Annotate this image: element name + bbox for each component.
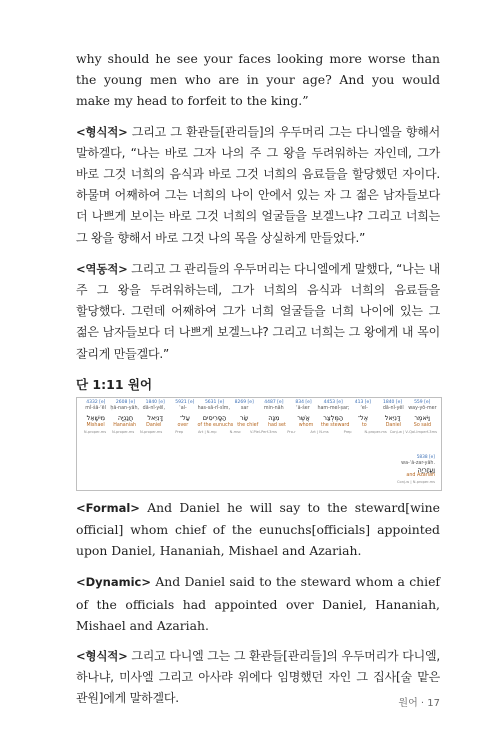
paragraph-formal-korean-1 (76, 122, 440, 249)
english-gloss: So said (413, 422, 432, 428)
label-dynamic-english: <Dynamic> (76, 575, 152, 590)
hebrew-word: חֲנַנְיָּה (117, 413, 134, 422)
hebrew-word: מִנָּה (268, 413, 280, 422)
label-dynamic-korean: <역동적> (76, 261, 128, 276)
strongs-number: 4332 [e] (86, 399, 106, 405)
parsing-code: Conj-w | N-proper-ms (397, 479, 435, 484)
parsing-code: Pro-r (287, 429, 296, 434)
transliteration: ʿal- (179, 405, 187, 411)
english-gloss: the steward (320, 422, 350, 428)
hebrew-word: מִישָׁאֵל (86, 413, 106, 422)
english-gloss: Hananiah (113, 422, 137, 428)
paragraph-formal-korean-2 (76, 646, 440, 710)
parsing-code: Art | N-mp (197, 429, 217, 434)
hebrew-word: הַסָּרִיסִים (202, 413, 227, 422)
english-gloss: Mishael (86, 422, 105, 428)
transliteration: min-nāh (263, 405, 284, 411)
transliteration: wa-ʿă-zar-yāh. (401, 460, 435, 466)
paragraph-dynamic-english (76, 571, 440, 636)
strongs-number: 5838 [e] (416, 454, 435, 460)
strongs-number: 1840 [e] (382, 399, 403, 405)
transliteration: mî-šā-ʼēl (85, 405, 106, 411)
english-gloss: had set (267, 422, 286, 428)
parsing-code: Art | N-ms (310, 429, 329, 434)
interlinear-last-word (397, 455, 435, 485)
strongs-number: 834 [e] (295, 399, 312, 405)
label-formal-english: <Formal> (76, 500, 140, 515)
text-formal-english: And Daniel he will say to the steward[wine official] whom chief of the eunuchs[officials] appointed upon Daniel, Hananiah, Mishael and Azariah. (76, 499, 440, 559)
interlinear-hebrew-row (81, 414, 437, 422)
hebrew-word: הַמֶּלְצַר (323, 413, 344, 422)
english-gloss: and Azariah (406, 472, 435, 478)
strongs-number: 2608 [e] (115, 399, 136, 405)
english-gloss: over (177, 422, 189, 428)
parsing-code: N-msc (229, 429, 242, 434)
english-gloss: whom (298, 422, 314, 428)
english-gloss: Daniel (385, 422, 401, 428)
interlinear-table-image (76, 397, 442, 491)
hebrew-word: אֲשֶׁר (297, 413, 310, 422)
english-gloss: Daniel (146, 422, 162, 428)
strongs-number: 4453 [e] (323, 399, 343, 405)
transliteration: ham-mel-ṣar; (317, 405, 350, 411)
strongs-number: 559 [e] (414, 399, 431, 405)
label-formal-korean: <형식적> (76, 124, 128, 139)
parsing-code: N-proper-ms (364, 429, 387, 434)
parsing-code: V-Piel-Perf-3ms (249, 429, 277, 434)
text-formal-korean-2: 그리고 다니엘 그는 그 환관들[관리들]의 우두머리가 다니엘, 하나냐, 미사엘 그리고 아사랴 위에다 임명했던 자인 그 집사[술 맡은 관원]에게 말하겔다. (76, 649, 440, 706)
interlinear-strongs-row (81, 400, 437, 405)
english-gloss: to (361, 422, 367, 428)
transliteration: has-sā-rî-sîm, (197, 405, 231, 411)
label-formal-korean: <형식적> (76, 649, 128, 664)
transliteration: ḥă-nan-yāh, (110, 405, 140, 411)
english-gloss: the chief (237, 422, 259, 428)
text-formal-korean-1: 그리고 그 환관들[관리들]의 우두머리 그는 다니엘을 향해서 말하겔다, “나는 바로 그자 나의 주 그 왕을 두려워하는 자인데, 그가 바로 그것 너희의 음식과 바로 그것 너희의 음료들을 할당했던 자이다. 하물며 어째하여 그는 너희의 나이 안에서 있는 자 그 젊은 남자들보다 더 나쁘게 보이는 바로 그것 너희의 얼굴들을 보겔느냐? 그리고 너희는 그 왕을 향해서 바로 그것 나의 목을 상실하게 만들었다.” (76, 124, 440, 245)
parsing-code: Prep (343, 429, 352, 434)
strongs-number: 8269 [e] (234, 399, 254, 405)
page-body (76, 48, 440, 720)
strongs-number: 413 [e] (354, 399, 372, 405)
transliteration: ʼă-šer (296, 405, 310, 411)
transliteration: way-yō-mer (408, 405, 437, 411)
strongs-number: 5921 [e] (175, 399, 195, 405)
english-gloss: of the eunuchs (197, 422, 234, 428)
hebrew-word: וַּיֹּאמֶר (414, 413, 431, 422)
interlinear-gloss-row (81, 423, 437, 428)
strongs-number: 5631 [e] (204, 399, 225, 405)
parsing-code: N-proper-ms (140, 429, 163, 434)
interlinear-translit-row (81, 406, 437, 411)
text-dynamic-korean-1: 그리고 그 관리들의 우두머리는 다니엘에게 말했다, “나는 내 주 그 왕을 두려워하는데, 그가 너희의 음식과 너희의 음료들을 할당했다. 그런데 어째하여 그가 너희 얼굴들을 너희 나이에 있는 그 젊은 남자들보다 더 나쁘게 보겔느냐? 그리고 너희는 그 왕에게 내 목이 잘리게 만들겔다.” (76, 261, 440, 361)
paragraph-dynamic-korean-1 (76, 259, 440, 365)
strongs-number: 4487 [e] (264, 399, 284, 405)
transliteration: dā-nî-yēl, (142, 405, 166, 411)
transliteration: dā-nî-yēl (382, 405, 404, 411)
paragraph-english-continuation: why should he see your faces looking more worse than the young men who are in your age? And you would make my head to forfeit to the king.” (76, 51, 440, 109)
transliteration: sar (240, 405, 249, 411)
parsing-code: N-proper-ms (83, 429, 107, 434)
transliteration: ʼel- (360, 405, 368, 411)
paragraph-formal-english (76, 497, 440, 562)
hebrew-word: דָּנִיֵּאל (147, 413, 163, 422)
hebrew-word: עַל־ (179, 413, 190, 422)
hebrew-word: דָּנִיֵּאל (384, 413, 401, 422)
parsing-code: Prep (175, 429, 184, 434)
parsing-code: Conj-w | V-Qal-Imperf-3ms (389, 429, 437, 434)
page-footer: 원어 · 17 (398, 698, 440, 709)
interlinear-parse-row (81, 430, 437, 434)
strongs-number: 1840 [e] (145, 399, 165, 405)
hebrew-word: אֶל־ (357, 413, 369, 422)
parsing-code: N-proper-ms (111, 429, 135, 434)
section-title: 단 1:11 원어 (76, 376, 153, 392)
hebrew-word: וַעֲזַרְיָה (417, 465, 435, 474)
hebrew-word: שַׂר (240, 413, 249, 422)
text-dynamic-english: And Daniel said to the steward whom a chief of the officials had appointed over Daniel, Hananiah, Mishael and Azariah. (76, 574, 440, 633)
